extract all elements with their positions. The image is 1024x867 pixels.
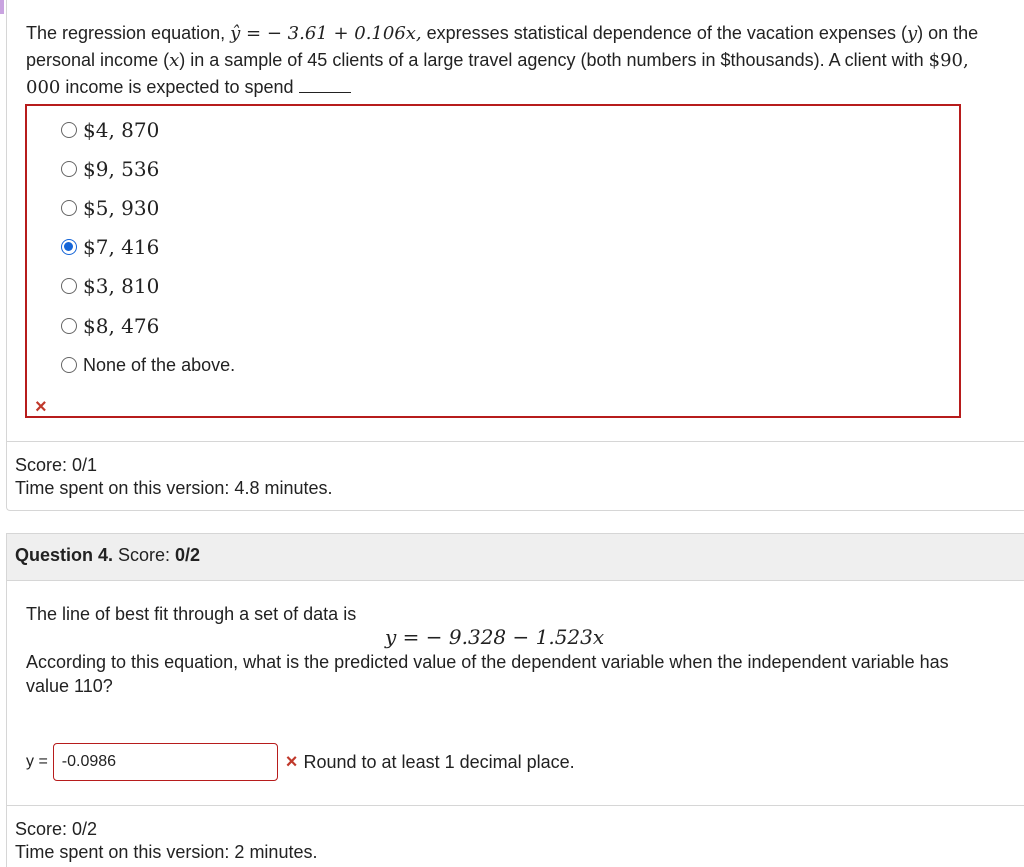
question-3-card xyxy=(6,0,1024,442)
question-text-part: ) in a sample of 45 clients of a large travel agency (both numbers in $thousands). A client with xyxy=(179,50,929,70)
answer-blank xyxy=(299,78,351,93)
best-fit-equation: y = − 9.328 − 1.523x xyxy=(385,625,605,649)
radio-button[interactable] xyxy=(61,278,77,294)
question-4-text xyxy=(26,602,986,698)
question-4-card xyxy=(6,533,1024,867)
income-value: $90, 000 xyxy=(26,50,969,98)
radio-button[interactable] xyxy=(61,122,77,138)
choice-option[interactable] xyxy=(61,351,235,379)
question-number: Question 4. xyxy=(15,545,114,565)
question-4-score xyxy=(15,818,317,864)
choice-label: $8, 476 xyxy=(83,314,160,338)
choice-option[interactable] xyxy=(61,272,159,300)
radio-button-selected[interactable] xyxy=(61,239,77,255)
radio-button[interactable] xyxy=(61,357,77,373)
variable-x: x xyxy=(169,50,180,71)
question-4-header xyxy=(7,534,1024,581)
radio-button[interactable] xyxy=(61,318,77,334)
answer-choices-box xyxy=(25,104,961,418)
time-spent-text: Time spent on this version: 2 minutes. xyxy=(15,842,318,862)
question-3-text xyxy=(26,20,986,101)
choice-label: None of the above. xyxy=(83,354,236,375)
choice-label: $7, 416 xyxy=(83,235,160,259)
question-text-part: expresses statistical dependence of the vacation expenses ( xyxy=(421,23,907,43)
question-3-score xyxy=(15,454,332,500)
variable-y: y xyxy=(906,23,918,44)
choice-label: $3, 810 xyxy=(83,274,160,298)
radio-button[interactable] xyxy=(61,161,77,177)
question-3-score-panel xyxy=(6,441,1024,511)
incorrect-icon: × xyxy=(285,751,298,773)
choice-label: $4, 870 xyxy=(83,118,160,142)
question-prompt: According to this equation, what is the predicted value of the dependent variable when the independent variable has value 110? xyxy=(26,652,949,696)
answer-label: y = xyxy=(26,753,48,770)
accent-bar xyxy=(0,0,4,14)
question-text-part: income is expected to spend xyxy=(60,77,299,97)
choice-label: $9, 536 xyxy=(83,157,160,181)
score-label: Score: xyxy=(113,545,176,565)
answer-row xyxy=(26,742,575,782)
question-text-part: ) on the personal income ( xyxy=(26,23,979,70)
choice-option[interactable] xyxy=(61,155,159,183)
question-text-part: The regression equation, xyxy=(26,23,231,43)
time-spent-text: Time spent on this version: 4.8 minutes. xyxy=(15,478,333,498)
choice-option[interactable] xyxy=(61,194,159,222)
header-score: 0/2 xyxy=(175,545,201,565)
score-text: Score: 0/1 xyxy=(15,455,98,475)
choice-option[interactable] xyxy=(61,312,159,340)
regression-equation: ŷ = − 3.61 + 0.106x, xyxy=(230,23,422,44)
divider xyxy=(7,805,1024,806)
rounding-hint: Round to at least 1 decimal place. xyxy=(303,751,575,772)
question-intro: The line of best fit through a set of data is xyxy=(26,604,357,624)
score-text: Score: 0/2 xyxy=(15,819,98,839)
incorrect-icon: × xyxy=(35,396,47,418)
choice-option-selected[interactable] xyxy=(61,233,159,261)
answer-input[interactable] xyxy=(53,743,278,781)
question-4-title xyxy=(15,545,200,566)
answer-value: -0.0986 xyxy=(61,753,117,770)
choice-label: $5, 930 xyxy=(83,196,160,220)
choice-option[interactable] xyxy=(61,116,159,144)
radio-button[interactable] xyxy=(61,200,77,216)
